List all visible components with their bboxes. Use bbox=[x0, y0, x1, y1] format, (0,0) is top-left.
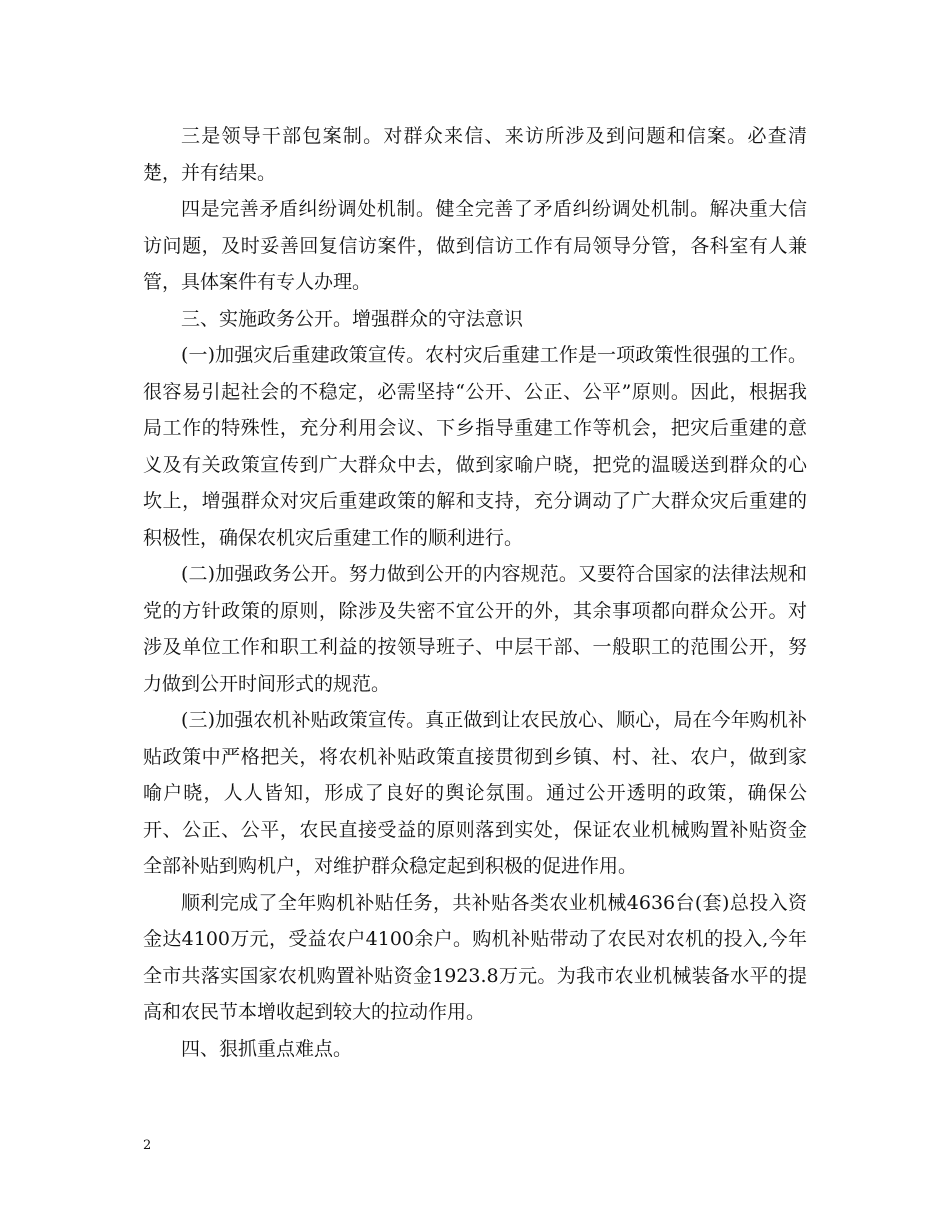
page-number: 2 bbox=[143, 1138, 152, 1153]
paragraph-affairs-openness: (二)加强政务公开。努力做到公开的内容规范。又要符合国家的法律法规和党的方针政策的原则，除涉及失密不宜公开的外，其余事项都向群众公开。对涉及单位工作和职工利益的按领导班子、中层干部、一般职工的范围公开，努力做到公开时间形式的规范。 bbox=[143, 563, 807, 695]
paragraph-reconstruction-policy: (一)加强灾后重建政策宣传。农村灾后重建工作是一项政策性很强的工作。很容易引起社会的不稳定，必需坚持“公开、公正、公平”原则。因此，根据我局工作的特殊性，充分利用会议、下乡指导重建工作等机会，把灾后重建的意义及有关政策宣传到广大群众中去，做到家喻户晓，把党的温暖送到群众的心坎上，增强群众对灾后重建政策的解和支持，充分调动了广大群众灾后重建的积极性，确保农机灾后重建工作的顺利进行。 bbox=[143, 344, 807, 549]
paragraph-leader-case-system: 三是领导干部包案制。对群众来信、来访所涉及到问题和信案。必查清楚，并有结果。 bbox=[143, 125, 807, 184]
section-heading-key-difficulties: 四、狠抓重点难点。 bbox=[181, 1037, 353, 1060]
paragraph-subsidy-results: 顺利完成了全年购机补贴任务，共补贴各类农业机械4636台(套)总投入资金达4100万元，受益农户4100余户。购机补贴带动了农民对农机的投入,今年全市共落实国家农机购置补贴资金1923.8万元。为我市农业机械装备水平的提高和农民节本增收起到较大的拉动作用。 bbox=[143, 891, 807, 1023]
section-heading-government-affairs: 三、实施政务公开。增强群众的守法意识 bbox=[181, 307, 524, 330]
document-body bbox=[143, 118, 807, 1067]
paragraph-dispute-mechanism: 四是完善矛盾纠纷调处机制。健全完善了矛盾纠纷调处机制。解决重大信访问题，及时妥善回复信访案件，做到信访工作有局领导分管，各科室有人兼管，具体案件有专人办理。 bbox=[143, 198, 807, 293]
paragraph-subsidy-policy: (三)加强农机补贴政策宣传。真正做到让农民放心、顺心，局在今年购机补贴政策中严格把关，将农机补贴政策直接贯彻到乡镇、村、社、农户，做到家喻户晓，人人皆知，形成了良好的舆论氛围。通过公开透明的政策，确保公开、公正、公平，农民直接受益的原则落到实处，保证农业机械购置补贴资金全部补贴到购机户，对维护群众稳定起到积极的促进作用。 bbox=[143, 709, 807, 877]
